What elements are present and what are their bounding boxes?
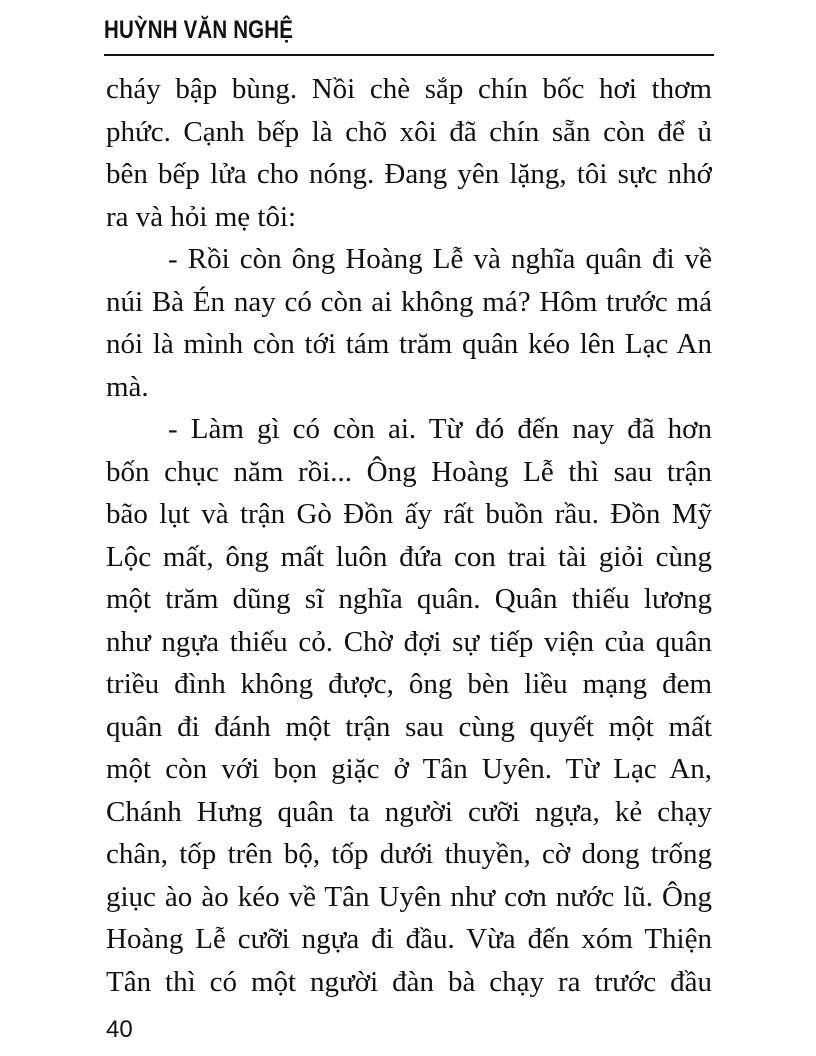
text-line: bên bếp lửa cho nóng. Đang yên lặng, tôi sực nhớ bbox=[106, 158, 712, 190]
text-line: bốn chục năm rồi... Ông Hoàng Lễ thì sau trận bbox=[106, 455, 712, 488]
text-line: bão lụt và trận Gò Đồn ấy rất buồn rầu. Đồn Mỹ bbox=[106, 498, 712, 530]
text-line: giục ào ào kéo về Tân Uyên như cơn nước lũ. Ông bbox=[106, 880, 712, 913]
text-line: một còn với bọn giặc ở Tân Uyên. Từ Lạc An, bbox=[106, 753, 712, 785]
text-line: quân đi đánh một trận sau cùng quyết một mất bbox=[106, 710, 712, 743]
text-line: triều đình không được, ông bèn liều mạng đem bbox=[106, 668, 712, 700]
text-line: Lộc mất, ông mất luôn đứa con trai tài giỏi cùng bbox=[106, 540, 712, 573]
text-line: - Rồi còn ông Hoàng Lễ và nghĩa quân đi về bbox=[168, 243, 712, 275]
text-line: Tân thì có một người đàn bà chạy ra trước đầu bbox=[106, 965, 712, 998]
text-line: ra và hỏi mẹ tôi: bbox=[106, 200, 297, 233]
text-line: phức. Cạnh bếp là chõ xôi đã chín sẵn còn để ủ bbox=[106, 115, 712, 148]
page-number: 40 bbox=[106, 1016, 133, 1043]
text-line: núi Bà Én nay có còn ai không má? Hôm trước má bbox=[106, 285, 712, 318]
text-line: như ngựa thiếu cỏ. Chờ đợi sự tiếp viện của quân bbox=[106, 625, 712, 658]
text-line: một trăm dũng sĩ nghĩa quân. Quân thiếu lương bbox=[106, 583, 712, 615]
text-line: Chánh Hưng quân ta người cưỡi ngựa, kẻ chạy bbox=[106, 795, 712, 828]
header-rule bbox=[104, 54, 714, 56]
text-line: cháy bập bùng. Nồi chè sắp chín bốc hơi thơm bbox=[106, 73, 712, 105]
text-line: Hoàng Lễ cưỡi ngựa đi đầu. Vừa đến xóm Thiện bbox=[106, 923, 712, 955]
text-line: - Làm gì có còn ai. Từ đó đến nay đã hơn bbox=[168, 413, 712, 445]
body-text bbox=[106, 68, 712, 1003]
running-header: HUỲNH VĂN NGHỆ bbox=[104, 16, 294, 44]
text-line: nói là mình còn tới tám trăm quân kéo lên Lạc An bbox=[106, 328, 712, 360]
text-line: mà. bbox=[106, 370, 149, 403]
text-line: chân, tốp trên bộ, tốp dưới thuyền, cờ dong trống bbox=[106, 838, 712, 870]
